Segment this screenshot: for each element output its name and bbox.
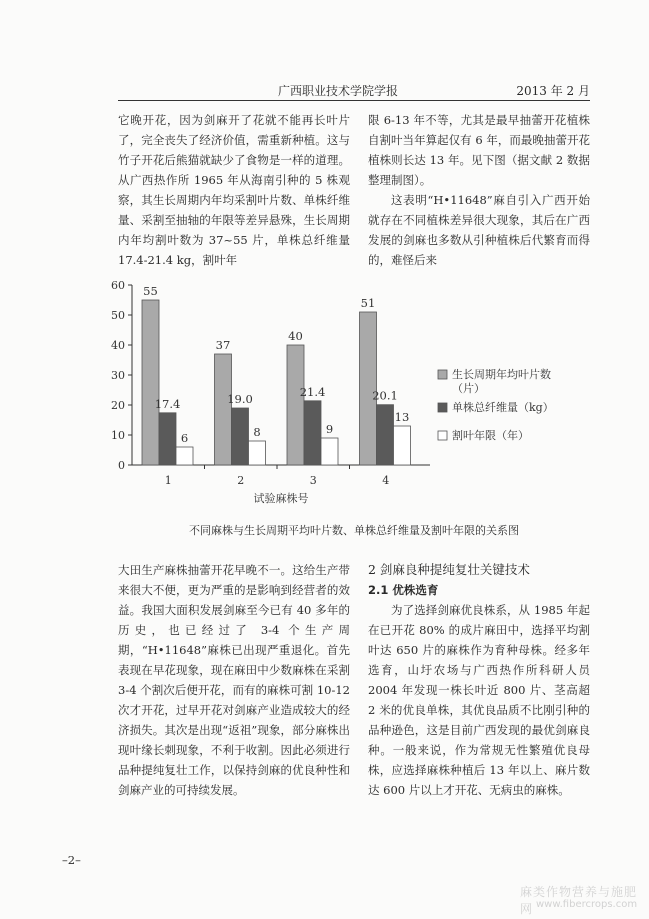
bar <box>287 345 304 465</box>
legend-entry: 生长周期年均叶片数 <box>452 368 551 381</box>
legend-entry: 单株总纤维量（kg） <box>452 401 554 414</box>
bar <box>215 354 232 465</box>
figure-caption: 不同麻株与生长周期平均叶片数、单株总纤维量及割叶年限的关系图 <box>189 524 519 537</box>
body-column-top-right <box>368 110 590 270</box>
paragraph: 这表明“H•11648”麻自引入广西开始就存在不同植株差异很大现象，其后在广西发展的剑麻也多数从引种植株后代繁育而得的，难怪后来 <box>368 193 590 267</box>
bar-chart <box>100 270 600 519</box>
y-tick-label: 30 <box>111 369 125 382</box>
bar <box>142 300 159 465</box>
journal-name: 广西职业技术学院学报 <box>278 84 399 98</box>
bar-value-label: 21.4 <box>299 384 326 399</box>
y-tick-label: 40 <box>111 339 125 352</box>
legend-swatch <box>438 431 447 440</box>
bar <box>377 405 394 465</box>
paragraph: 它晚开花，因为剑麻开了花就不能再长叶片了，完全丧失了经济价值，需重新种植。这与竹子开花后熊猫就缺少了食物是一样的道理。从广西热作所 1965 年从海南引种的 5 株观察，其生长周期内年均采割叶片数、单株纤维量、采割至抽轴的年限等差异悬殊，生长周期内年均割叶数为 37~55 片，单株总纤维量 17.4-21.4 kg，割叶年 <box>118 113 350 267</box>
watermark-url: www.fibercrops.com <box>536 899 638 910</box>
bar <box>159 413 176 465</box>
bar <box>321 438 338 465</box>
paragraph: 大田生产麻株抽蕾开花早晚不一。这给生产带来很大不便，更为严重的是影响到经营者的效益。我国大面积发展剑麻至今已有 40 多年的历史，也已经过了 3-4 个生产周期，“H•11648”麻株已出现严重退化。首先表现在早花现象，现在麻田中少数麻株在采割 3-4 个割次后便开花，而有的麻株可割 10-12 次才开花，过早开花对剑麻产业造成较大的经济损失。其次是出现“返祖”现象，部分麻株出现叶缘长刺现象，不利于收割。因此必须进行品种提纯复壮工作，以保持剑麻的优良种性和剑麻产业的可持续发展。 <box>118 563 350 797</box>
x-tick-label: 2 <box>237 474 245 487</box>
bar-value-label: 51 <box>360 296 376 310</box>
bar <box>232 408 249 465</box>
bar-value-label: 13 <box>394 410 410 424</box>
running-header <box>118 82 590 98</box>
bar <box>249 441 266 465</box>
legend-swatch <box>438 403 447 412</box>
bar <box>176 447 193 465</box>
bar-value-label: 37 <box>215 338 231 352</box>
bar-value-label: 9 <box>325 422 334 436</box>
y-tick-label: 20 <box>111 399 125 412</box>
bar <box>394 426 411 465</box>
y-tick-label: 10 <box>111 429 125 442</box>
bar <box>304 401 321 465</box>
paragraph: 限 6-13 年不等，尤其是最早抽蕾开花植株自割叶当年算起仅有 6 年，而最晚抽蕾开花植株则长达 13 年。见下图（据文献 2 数据整理制图）。 <box>368 113 590 187</box>
y-tick-label: 60 <box>111 279 125 292</box>
legend-swatch <box>438 370 447 379</box>
legend-entry: 割叶年限（年） <box>452 429 529 442</box>
body-column-top-left <box>118 110 350 270</box>
x-axis-label: 试验麻株号 <box>253 492 309 505</box>
x-tick-label: 3 <box>309 474 317 487</box>
y-tick-label: 50 <box>111 309 125 322</box>
section-title: 2 剑麻良种提纯复壮关键技术 <box>368 562 530 577</box>
bar-value-label: 6 <box>180 431 189 445</box>
bar-value-label: 19.0 <box>227 392 253 406</box>
header-rule <box>118 100 590 101</box>
bar-value-label: 20.1 <box>372 388 398 403</box>
x-tick-label: 4 <box>382 474 390 487</box>
body-column-bottom-left <box>118 560 350 800</box>
subsection-title: 2.1 优株选育 <box>368 583 439 597</box>
issue-date: 2013 年 2 月 <box>516 84 590 98</box>
watermark-text: 麻类作物营养与施肥网 <box>520 885 638 916</box>
bar-value-label: 40 <box>288 329 303 343</box>
y-tick-label: 0 <box>118 459 125 472</box>
x-tick-label: 1 <box>164 474 172 487</box>
bar-value-label: 17.4 <box>154 396 181 411</box>
paragraph: 为了选择剑麻优良株系，从 1985 年起在已开花 80% 的成片麻田中，选择平均割叶达 650 片的麻株作为育种母株。经多年选育，山圩农场与广西热作所科研人员 2004 年发现一株长叶近 800 片、茎高超 2 米的优良单株，其优良品质不比刚引种的品种逊色，这是目前广西发现的最优剑麻良种。一般来说，作为常规无性繁殖优良母株，应选择麻株种植后 13 年以上、麻片数达 600 片以上才开花、无病虫的麻株。 <box>368 603 590 797</box>
body-column-bottom-right <box>368 560 590 800</box>
bar-value-label: 55 <box>143 284 158 298</box>
page-number: –2– <box>62 853 81 867</box>
legend-entry: （片） <box>452 382 485 395</box>
bar-value-label: 8 <box>253 425 261 439</box>
